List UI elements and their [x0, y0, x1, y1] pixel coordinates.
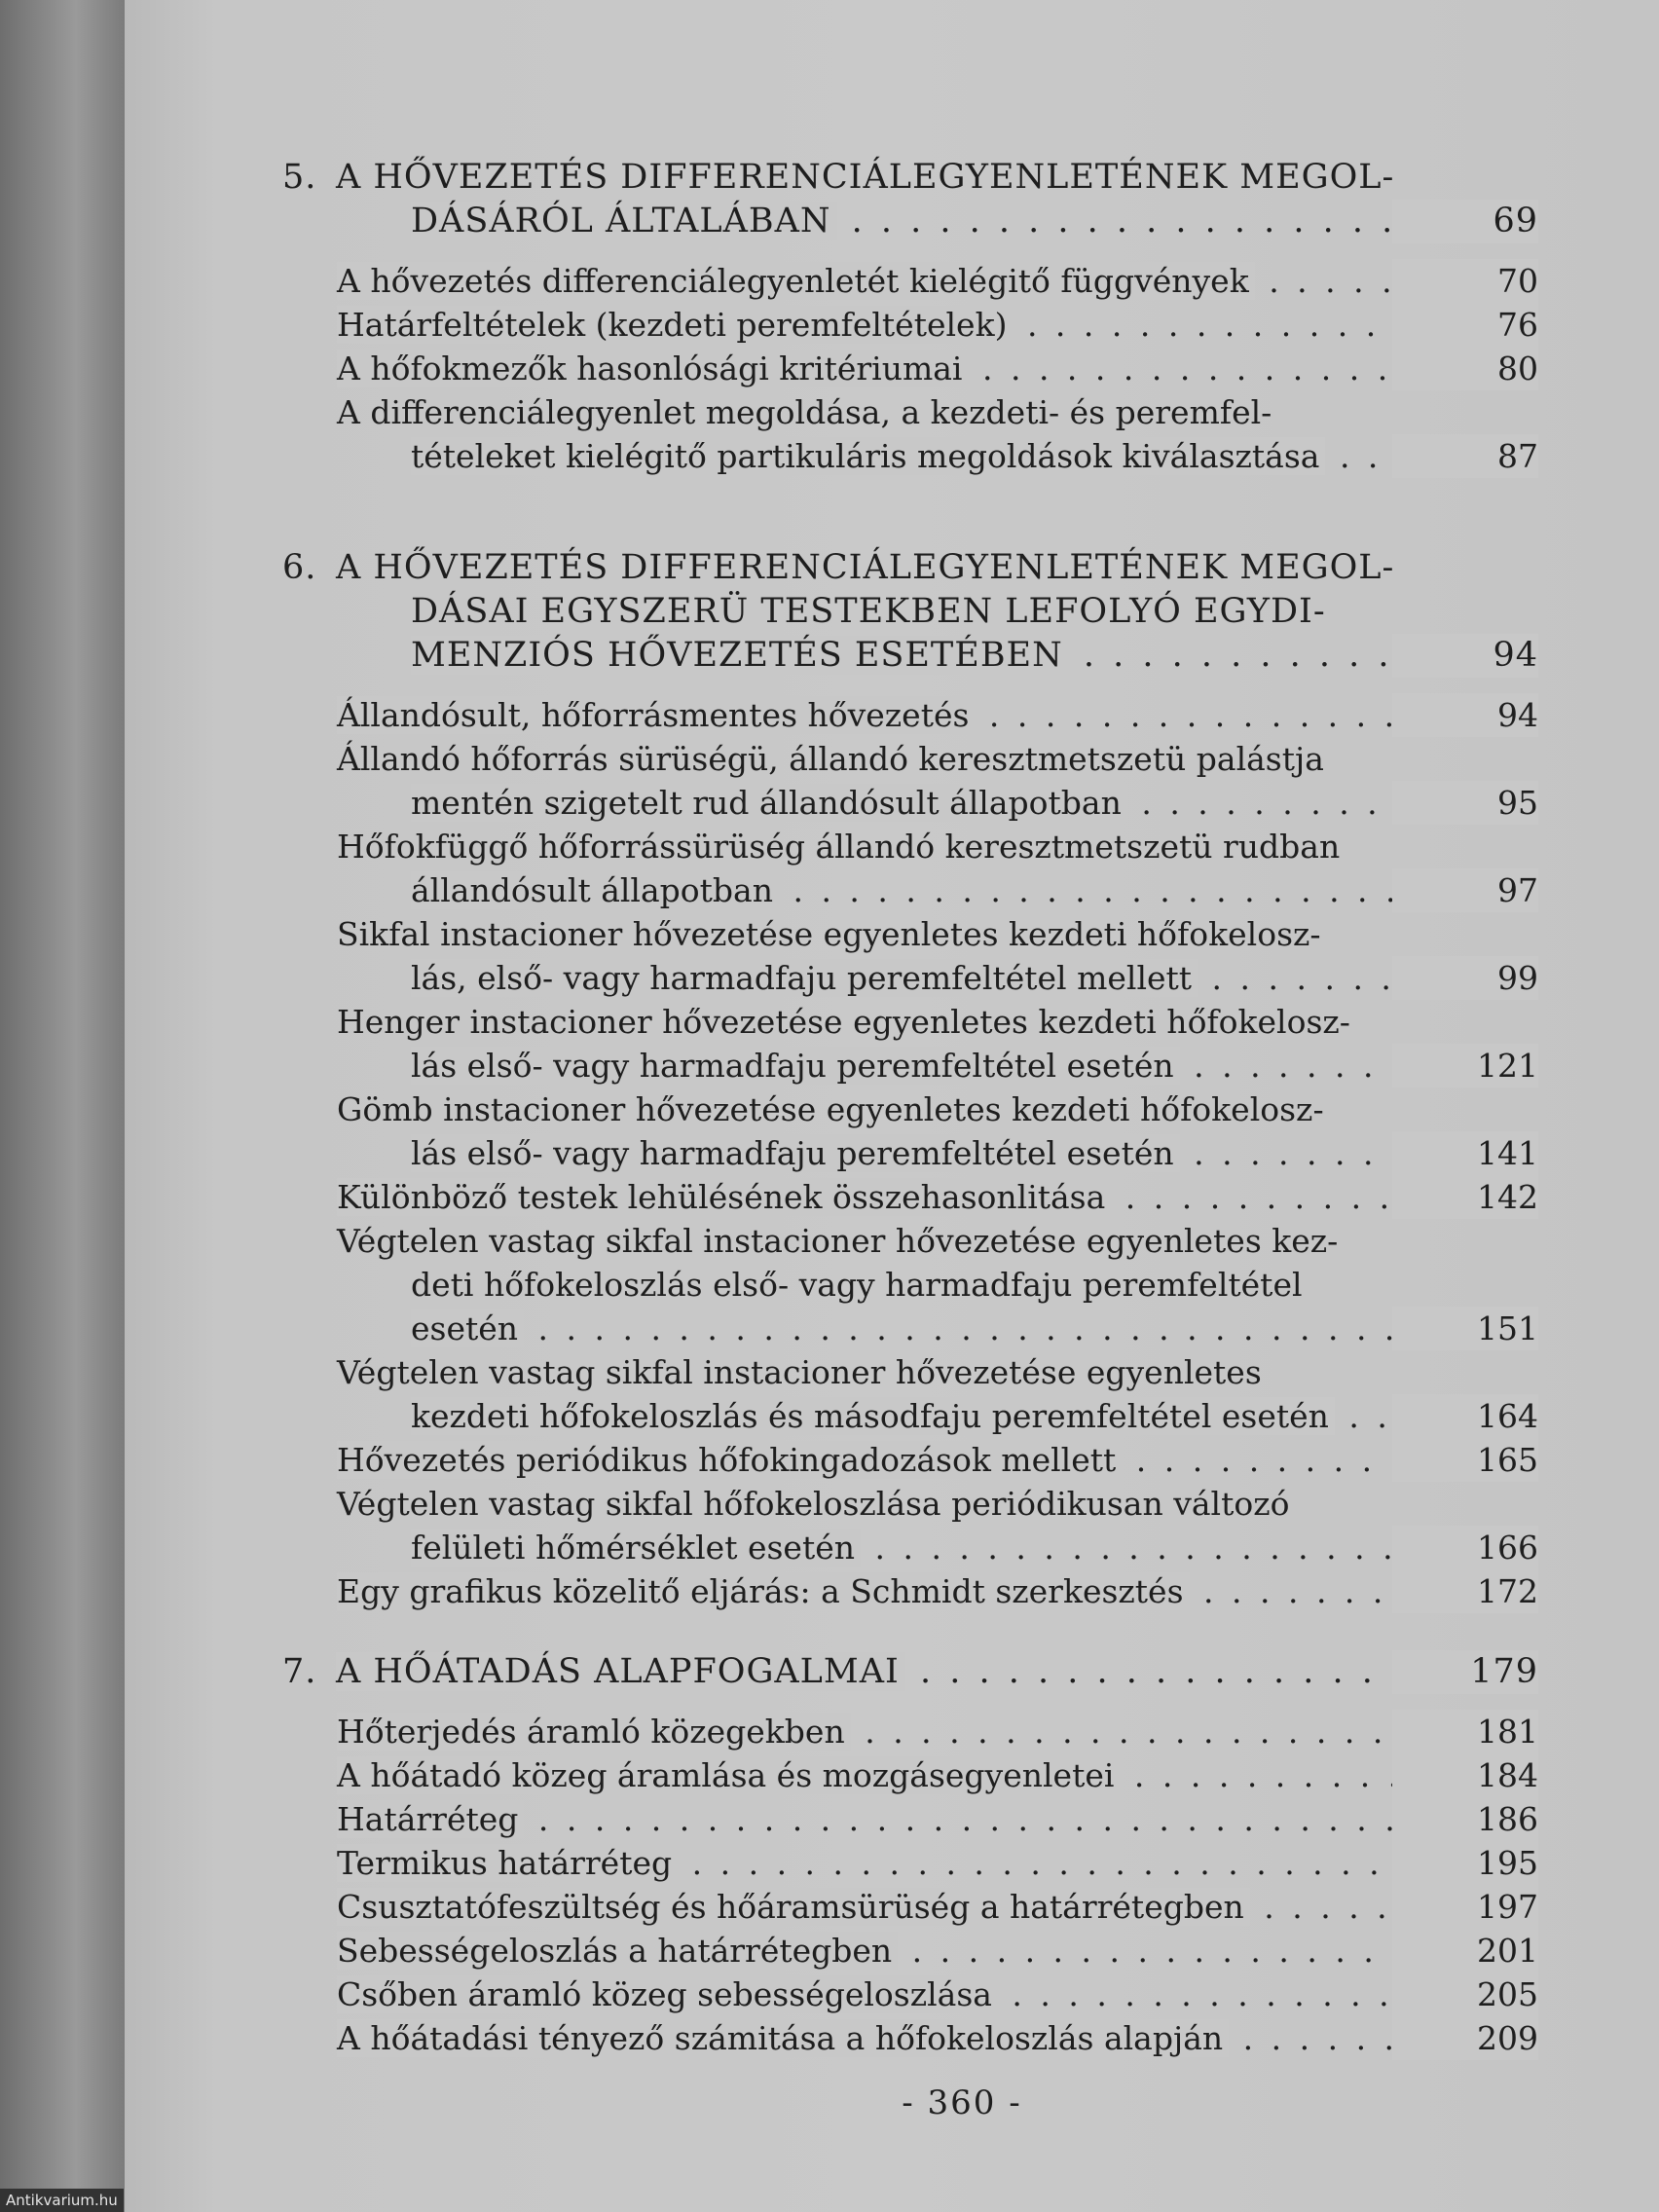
- entry-title-line: felületi hőmérséklet esetén: [411, 1529, 861, 1567]
- chapter-title-line: A HŐVEZETÉS DIFFERENCIÁLEGYENLETÉNEK MEGOL-: [336, 158, 1395, 197]
- toc-entry: [282, 303, 1538, 347]
- toc-entry: [282, 825, 1538, 912]
- entry-title-line: A hőfokmezők hasonlósági kritériumai: [337, 350, 969, 387]
- entry-title-line: lás első- vagy harmadfaju peremfeltétel esetén: [411, 1047, 1180, 1085]
- entry-title-line: Végtelen vastag sikfal hőfokeloszlása periódikusan változó: [337, 1485, 1290, 1523]
- entry-page: 142: [1402, 1175, 1538, 1219]
- chapter-title-line: DÁSÁRÓL ÁLTALÁBAN: [411, 202, 837, 240]
- chapter-number: 7.: [282, 1652, 317, 1691]
- entry-page: 181: [1402, 1710, 1538, 1753]
- toc-entry: [282, 1438, 1538, 1482]
- entry-title-line: Sikfal instacioner hővezetése egyenletes kezdeti hőfokelosz-: [337, 915, 1321, 953]
- entry-page: 197: [1402, 1885, 1538, 1929]
- toc-entry: [282, 1972, 1538, 2016]
- toc-entry: [282, 1350, 1538, 1438]
- chapter-7: [282, 1650, 1538, 2060]
- entry-page: 95: [1402, 781, 1538, 825]
- entry-page: 172: [1402, 1569, 1538, 1613]
- page-number: - 360 -: [902, 2083, 1022, 2122]
- entry-title-line: Csőben áramló közeg sebességeloszlása: [337, 1975, 998, 2013]
- entry-page: 201: [1402, 1929, 1538, 1972]
- toc-entry: [282, 1841, 1538, 1885]
- entry-title-line: Csusztatófeszültség és hőáramsürüség a határrétegben: [337, 1888, 1250, 1926]
- entry-title-line: mentén szigetelt rud állandósult állapotban: [411, 784, 1127, 822]
- chapter-title-line: DÁSAI EGYSZERÜ TESTEKBEN LEFOLYÓ EGYDI-: [411, 592, 1326, 631]
- entry-page: 164: [1402, 1394, 1538, 1438]
- toc-entry: [282, 1929, 1538, 1972]
- entry-page: 141: [1402, 1131, 1538, 1175]
- entry-page: 87: [1402, 434, 1538, 478]
- chapter-page: 179: [1402, 1650, 1538, 1694]
- toc-entry: [282, 1753, 1538, 1797]
- entry-page: 165: [1402, 1438, 1538, 1482]
- entry-page: 97: [1402, 868, 1538, 912]
- entry-page: 94: [1402, 693, 1538, 737]
- entry-title-line: állandósult állapotban: [411, 871, 779, 909]
- entry-title-line: A hővezetés differenciálegyenletét kielégitő függvények: [337, 262, 1255, 300]
- entry-title-line: Állandósult, hőforrásmentes hővezetés: [337, 696, 975, 734]
- entry-title-line: A differenciálegyenlet megoldása, a kezdeti- és peremfel-: [337, 393, 1272, 431]
- toc-entry: [282, 1710, 1538, 1753]
- toc-entry: [282, 259, 1538, 303]
- chapter-heading: [282, 546, 1538, 678]
- entry-title-line: Állandó hőforrás sürüségü, állandó keresztmetszetü palástja: [337, 740, 1324, 778]
- toc-entry: [282, 1000, 1538, 1088]
- entry-title-line: tételeket kielégitő partikuláris megoldások kiválasztása: [411, 437, 1325, 475]
- toc-entry: [282, 1175, 1538, 1219]
- entry-page: 70: [1402, 259, 1538, 303]
- toc-entry: [282, 912, 1538, 1000]
- chapter-number: 5.: [282, 158, 317, 197]
- chapter-page: 94: [1402, 634, 1538, 678]
- entry-title-line: esetén: [411, 1309, 524, 1347]
- entry-title-line: Hőterjedés áramló közegekben: [337, 1713, 851, 1751]
- entry-title-line: A hőátadási tényező számitása a hőfokeloszlás alapján: [337, 2019, 1229, 2057]
- chapter-heading: [282, 1650, 1538, 1694]
- chapter-5: [282, 156, 1538, 478]
- book-edge: [0, 0, 127, 2212]
- entry-title-line: Hővezetés periódikus hőfokingadozások mellett: [337, 1441, 1122, 1479]
- entry-page: 121: [1402, 1044, 1538, 1088]
- entry-title-line: lás, első- vagy harmadfaju peremfeltétel mellett: [411, 959, 1198, 997]
- chapter-6: [282, 546, 1538, 1613]
- table-of-contents: [282, 136, 1538, 2060]
- chapter-title-line: MENZIÓS HŐVEZETÉS ESETÉBEN: [411, 636, 1069, 675]
- toc-entry: [282, 1885, 1538, 1929]
- entry-page: 99: [1402, 956, 1538, 1000]
- entry-page: 186: [1402, 1797, 1538, 1841]
- watermark: Antikvarium.hu: [0, 2189, 124, 2212]
- entry-page: 166: [1402, 1526, 1538, 1569]
- chapter-page: 69: [1402, 200, 1538, 243]
- entry-page: 151: [1402, 1307, 1538, 1350]
- toc-entry: [282, 1088, 1538, 1175]
- toc-entry: [282, 693, 1538, 737]
- book-page: [125, 0, 1659, 2212]
- entry-title-line: Hőfokfüggő hőforrássürüség állandó keresztmetszetü rudban: [337, 828, 1341, 866]
- entry-title-line: Egy grafikus közelitő eljárás: a Schmidt szerkesztés: [337, 1572, 1190, 1610]
- entry-title-line: deti hőfokeloszlás első- vagy harmadfaju peremfeltétel: [411, 1266, 1303, 1304]
- toc-entry: [282, 1482, 1538, 1569]
- chapter-heading: [282, 156, 1538, 243]
- toc-entry: [282, 1569, 1538, 1613]
- entry-page: 205: [1402, 1972, 1538, 2016]
- entry-page: 184: [1402, 1753, 1538, 1797]
- chapter-title-line: A HŐVEZETÉS DIFFERENCIÁLEGYENLETÉNEK MEGOL-: [336, 548, 1395, 587]
- entry-title-line: A hőátadó közeg áramlása és mozgásegyenletei: [337, 1756, 1120, 1794]
- entry-title-line: Határréteg: [337, 1800, 524, 1838]
- chapter-title-line: A HŐÁTADÁS ALAPFOGALMAI: [336, 1652, 905, 1691]
- entry-title-line: Végtelen vastag sikfal instacioner hővezetése egyenletes: [337, 1353, 1262, 1391]
- entry-title-line: Henger instacioner hővezetése egyenletes kezdeti hőfokelosz-: [337, 1003, 1350, 1041]
- entry-title-line: Különböző testek lehülésének összehasonlitása: [337, 1178, 1111, 1216]
- entry-title-line: Gömb instacioner hővezetése egyenletes kezdeti hőfokelosz-: [337, 1090, 1324, 1128]
- entry-page: 209: [1402, 2016, 1538, 2060]
- entry-page: 80: [1402, 347, 1538, 390]
- entry-title-line: kezdeti hőfokeloszlás és másodfaju peremfeltétel esetén: [411, 1397, 1335, 1435]
- toc-entry: [282, 347, 1538, 390]
- entry-title-line: Termikus határréteg: [337, 1844, 678, 1882]
- toc-entry: [282, 1797, 1538, 1841]
- toc-entry: [282, 737, 1538, 825]
- entry-page: 76: [1402, 303, 1538, 347]
- chapter-number: 6.: [282, 548, 317, 587]
- entry-title-line: lás első- vagy harmadfaju peremfeltétel esetén: [411, 1134, 1180, 1172]
- toc-entry: [282, 1219, 1538, 1350]
- toc-entry: [282, 2016, 1538, 2060]
- toc-entry: [282, 390, 1538, 478]
- entry-title-line: Sebességeloszlás a határrétegben: [337, 1932, 898, 1970]
- entry-title-line: Végtelen vastag sikfal instacioner hővezetése egyenletes kez-: [337, 1222, 1339, 1260]
- entry-page: 195: [1402, 1841, 1538, 1885]
- entry-title-line: Határfeltételek (kezdeti peremfeltételek): [337, 306, 1013, 344]
